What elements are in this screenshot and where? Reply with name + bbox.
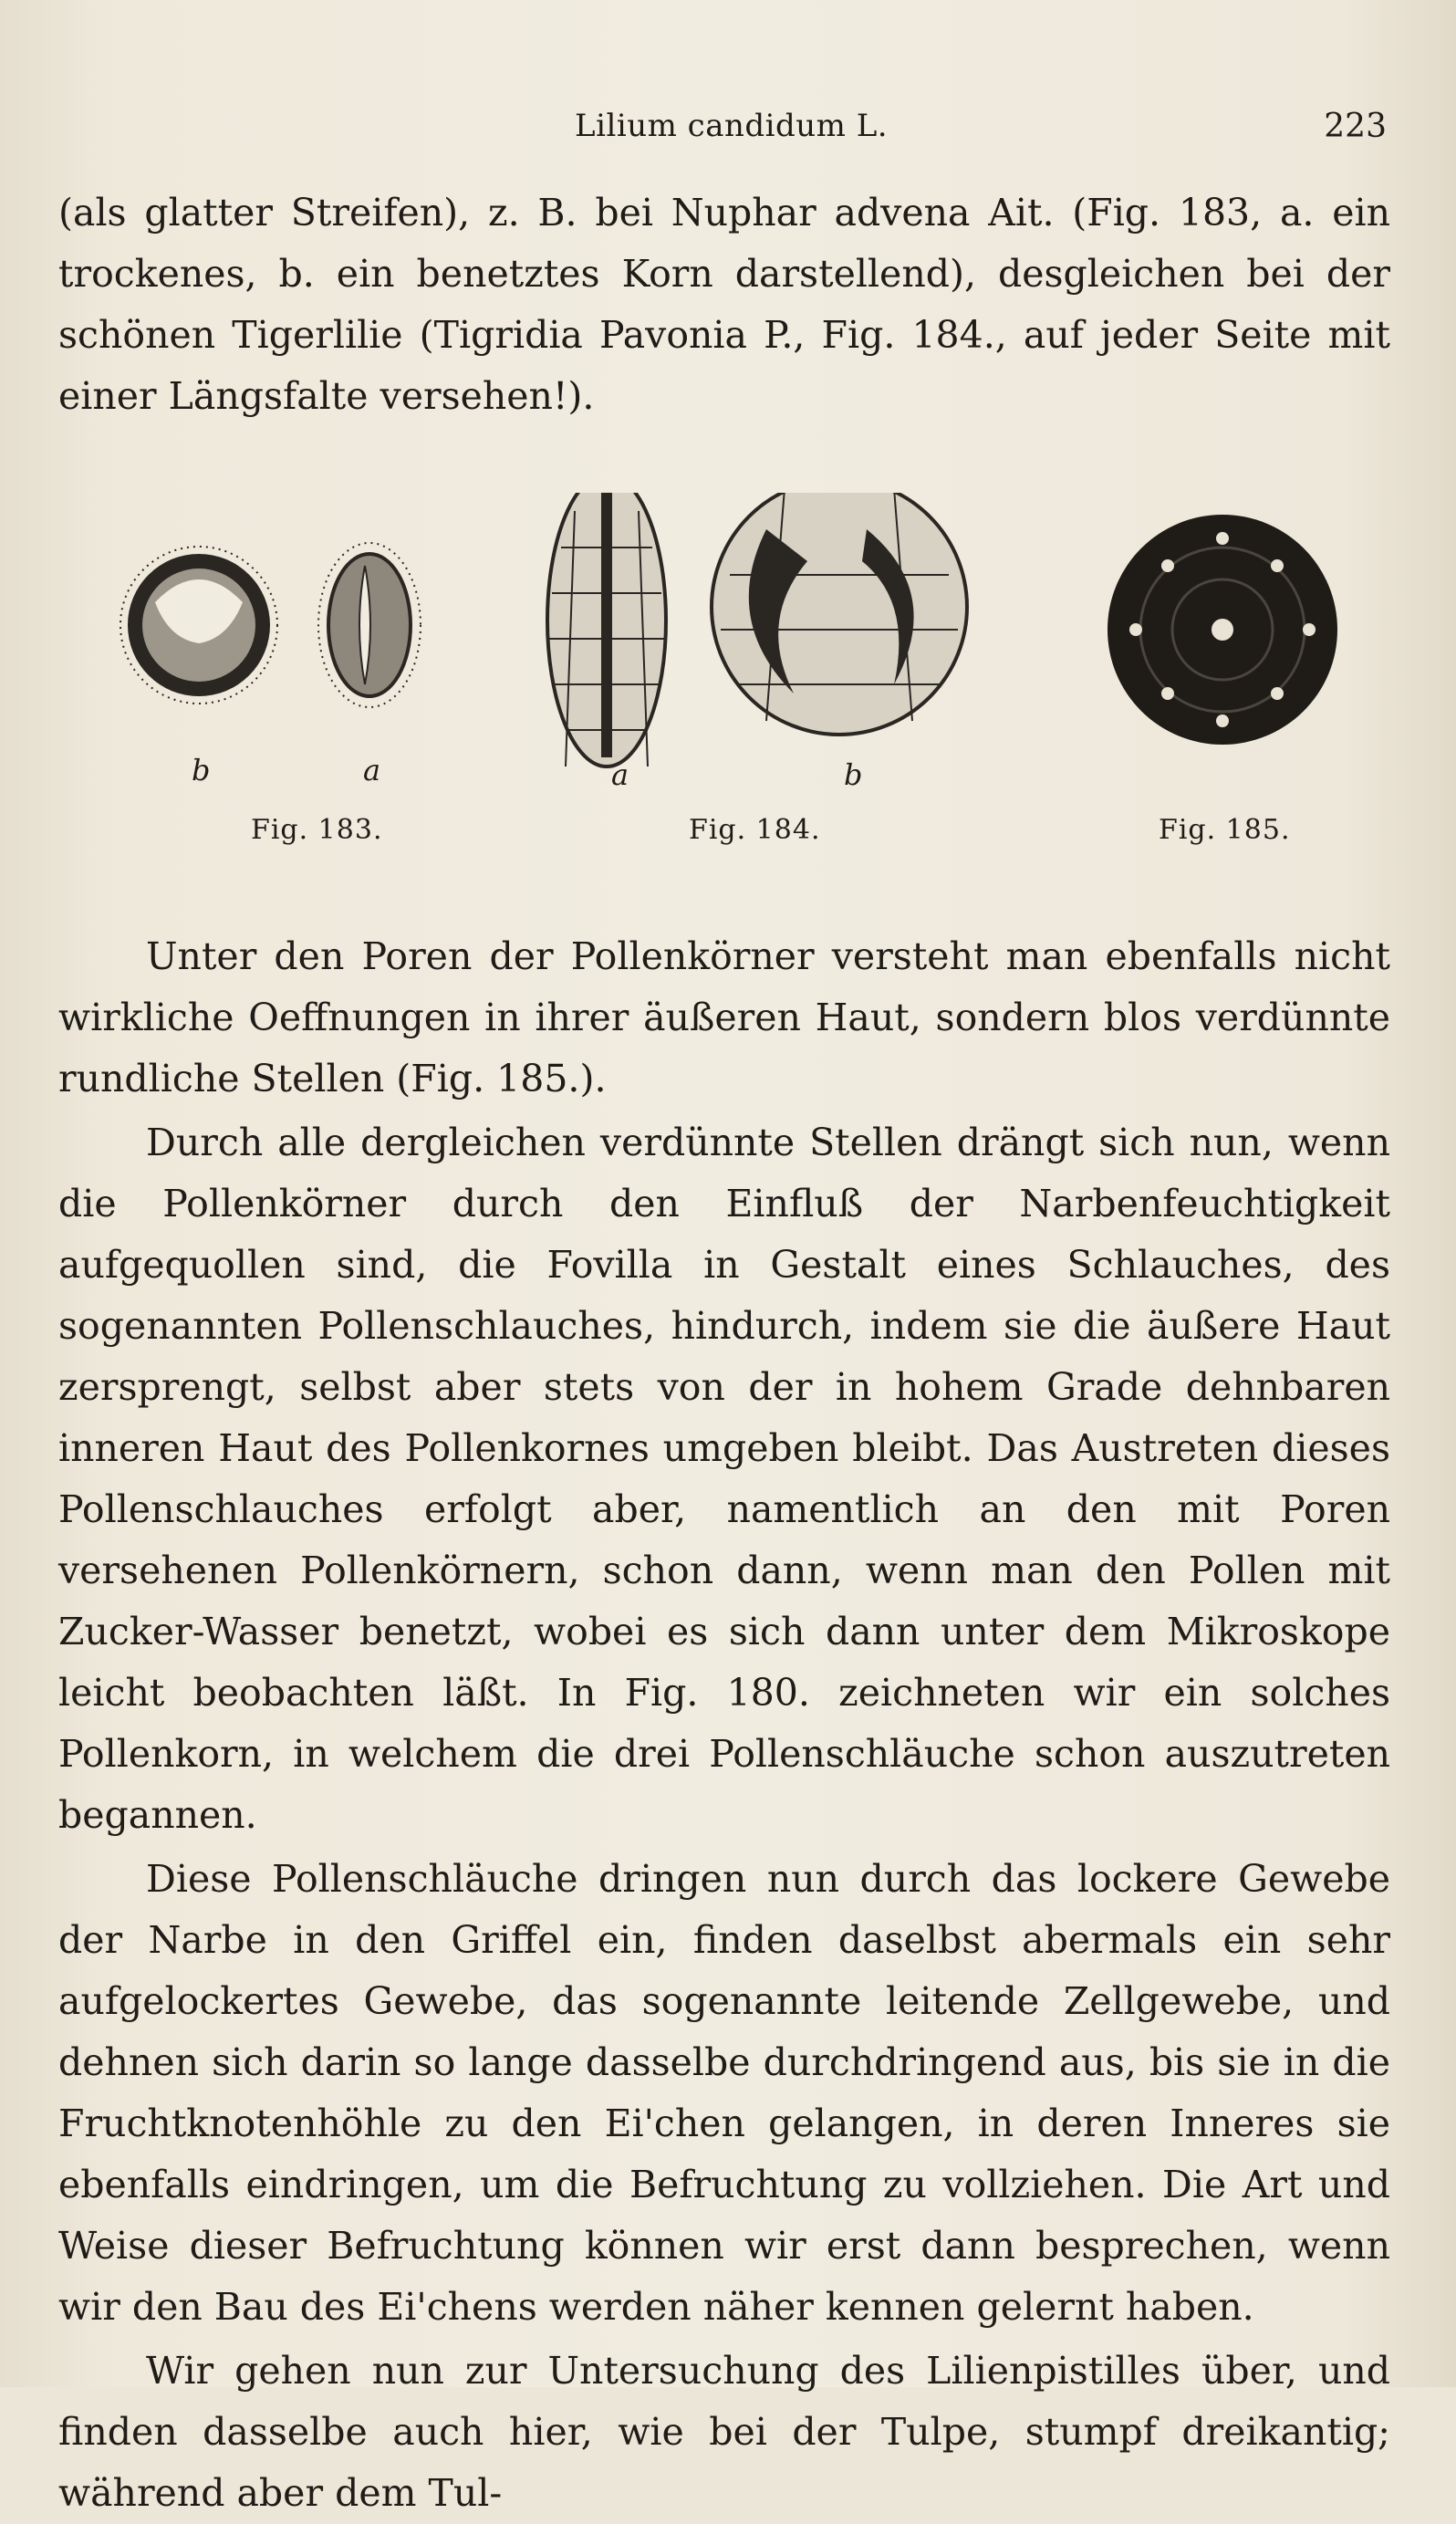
fig184-b-pollen-grain	[712, 493, 967, 735]
fig183-label-b: b	[192, 753, 211, 787]
fig183-b-pollen-grain	[120, 547, 277, 704]
figure-plate	[91, 493, 1368, 876]
fig185-pollen-grain	[1108, 515, 1337, 745]
fig184-label-a: a	[611, 757, 629, 792]
fig184-a-pollen-grain	[547, 493, 666, 767]
fig183-a-pollen-grain	[318, 543, 421, 707]
paragraph-intro	[58, 183, 1390, 427]
page-number: 223	[1324, 108, 1387, 145]
paragraph: Wir gehen nun zur Untersuchung des Lilienpistilles über, und finden dasselbe auch hier, wie bei der Tulpe, stumpf dreikantig; während aber dem Tul-	[58, 2349, 1390, 2515]
fig184-label-b: b	[844, 757, 863, 792]
body-text	[58, 926, 1390, 2524]
fig183-caption: Fig. 183.	[251, 814, 383, 846]
paragraph: Diese Pollenschläuche dringen nun durch das lockere Gewebe der Narbe in den Griffel ein, finden daselbst abermals ein sehr aufgelockertes Gewebe, das sogenannte leitende Zellgewebe, und dehnen sich darin so lange dasselbe durchdringend aus, bis sie in die Fruchtknotenhöhle zu den Ei'chen gelangen, in deren Inneres sie ebenfalls eindringen, um die Befruchtung zu vollziehen. Die Art und Weise dieser Befruchtung können wir erst dann besprechen, wenn wir den Bau des Ei'chens werden näher kennen gelernt haben.	[58, 1857, 1390, 2329]
paragraph: (als glatter Streifen), z. B. bei Nuphar advena Ait. (Fig. 183, a. ein trockenes, b. ein benetztes Korn darstellend), desgleichen bei der schönen Tigerlilie (Tigridia Pavonia P., Fig. 184., auf jeder Seite mit einer Längsfalte versehen!).	[58, 191, 1390, 418]
fig185-caption: Fig. 185.	[1159, 814, 1291, 846]
fig184-caption: Fig. 184.	[689, 814, 821, 846]
paragraph: Unter den Poren der Pollenkörner versteht man ebenfalls nicht wirkliche Oeffnungen in ihrer äußeren Haut, sondern blos verdünnte rundliche Stellen (Fig. 185.).	[58, 934, 1390, 1100]
fig183-label-a: a	[363, 753, 381, 787]
running-title: Lilium candidum L.	[575, 108, 889, 144]
paragraph: Durch alle dergleichen verdünnte Stellen drängt sich nun, wenn die Pollenkörner durch den Einfluß der Narbenfeuchtigkeit aufgequollen sind, die Fovilla in Gestalt eines Schlauches, des sogenannten Pollenschlauches, hindurch, indem sie die äußere Haut zersprengt, selbst aber stets von der in hohem Grade dehnbaren inneren Haut des Pollenkornes umgeben bleibt. Das Austreten dieses Pollenschlauches erfolgt aber, namentlich an den mit Poren versehenen Pollenkörnern, schon dann, wenn man den Pollen mit Zucker-Wasser benetzt, wobei es sich dann unter dem Mikroskope leicht beobachten läßt. In Fig. 180. zeichneten wir ein solches Pollenkorn, in welchem die drei Pollenschläuche schon auszutreten begannen.	[58, 1121, 1390, 1837]
page-header	[0, 108, 1456, 162]
